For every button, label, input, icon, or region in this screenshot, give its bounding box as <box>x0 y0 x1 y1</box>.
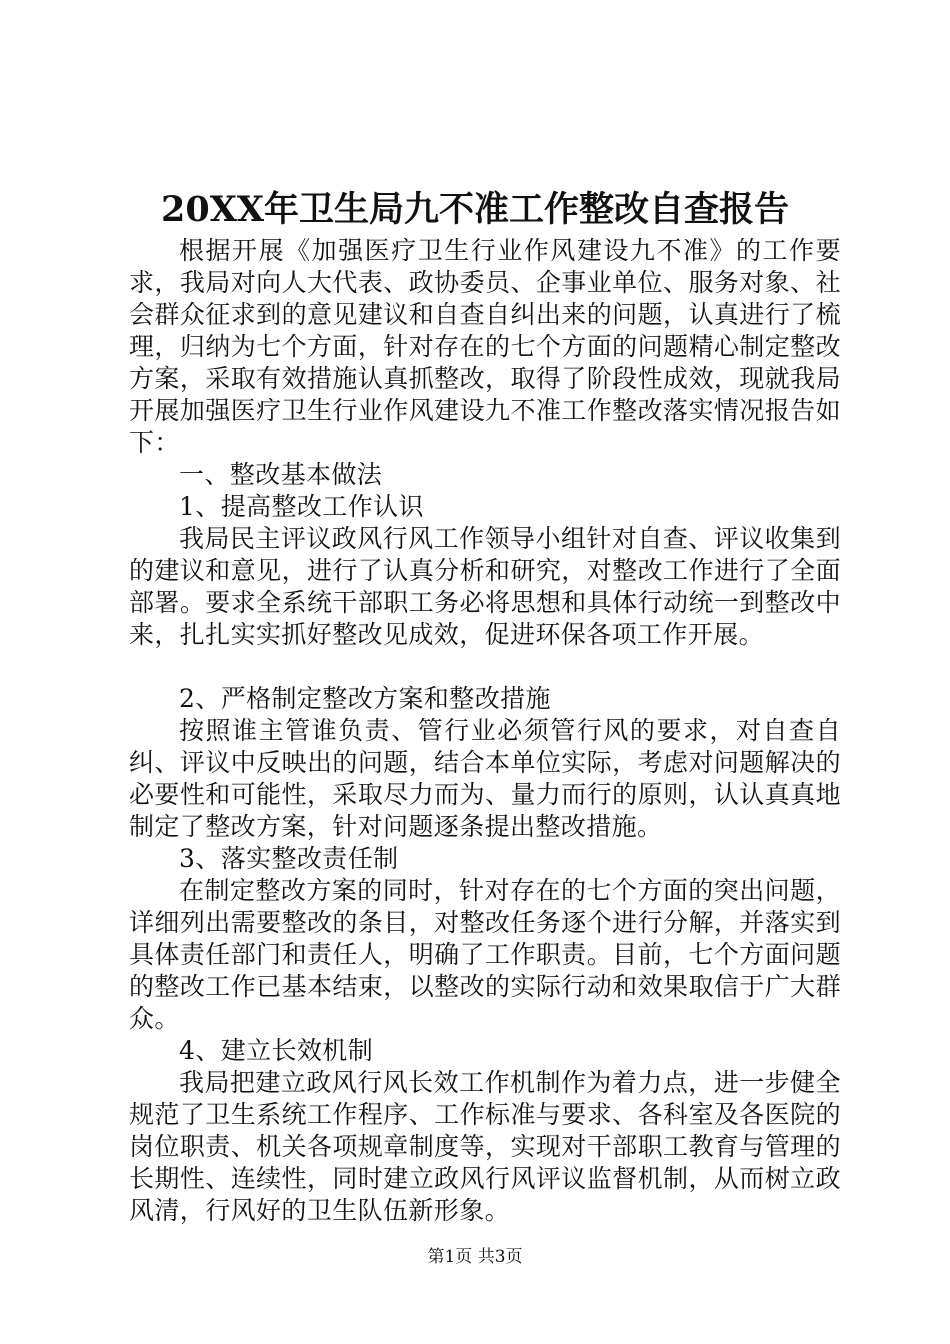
subheading-3: 3、落实整改责任制 <box>179 844 399 873</box>
paragraph-gap <box>129 651 841 683</box>
paragraph-2: 按照谁主管谁负责、管行业必须管行风的要求，对自查自纠、评议中反映出的问题，结合本单位实际，考虑对问题解决的必要性和可能性，采取尽力而为、量力而行的原则，认认真真地制定了整改方案，针对问题逐条提出整改措施。 <box>129 716 841 841</box>
paragraph-4: 我局把建立政风行风长效工作机制作为着力点，进一步健全规范了卫生系统工作程序、工作标准与要求、各科室及各医院的岗位职责、机关各项规章制度等，实现对干部职工教育与管理的长期性、连续性，同时建立政风行风评议监督机制，从而树立政风清，行风好的卫生队伍新形象。 <box>129 1068 841 1225</box>
page-footer: 第1页 共3页 <box>427 1247 523 1267</box>
section-heading-1: 一、整改基本做法 <box>179 460 383 489</box>
intro-paragraph: 根据开展《加强医疗卫生行业作风建设九不准》的工作要求，我局对向人大代表、政协委员、企事业单位、服务对象、社会群众征求到的意见建议和自查自纠出来的问题，认真进行了梳理，归纳为七个方面，针对存在的七个方面的问题精心制定整改方案，采取有效措施认真抓整改，取得了阶段性成效，现就我局开展加强医疗卫生行业作风建设九不准工作整改落实情况报告如下： <box>129 236 841 457</box>
subheading-4: 4、建立长效机制 <box>179 1036 374 1065</box>
document-body <box>129 235 841 1227</box>
subheading-2: 2、严格制定整改方案和整改措施 <box>179 684 551 713</box>
paragraph-1: 我局民主评议政风行风工作领导小组针对自查、评议收集到的建议和意见，进行了认真分析和研究，对整改工作进行了全面部署。要求全系统干部职工务必将思想和具体行动统一到整改中来，扎扎实实抓好整改见成效，促进环保各项工作开展。 <box>129 524 841 649</box>
paragraph-3: 在制定整改方案的同时，针对存在的七个方面的突出问题，详细列出需要整改的条目，对整改任务逐个进行分解，并落实到具体责任部门和责任人，明确了工作职责。目前，七个方面问题的整改工作已基本结束，以整改的实际行动和效果取信于广大群众。 <box>129 876 841 1033</box>
document-title: 20XX年卫生局九不准工作整改自查报告 <box>160 189 790 230</box>
subheading-1: 1、提高整改工作认识 <box>179 492 424 521</box>
